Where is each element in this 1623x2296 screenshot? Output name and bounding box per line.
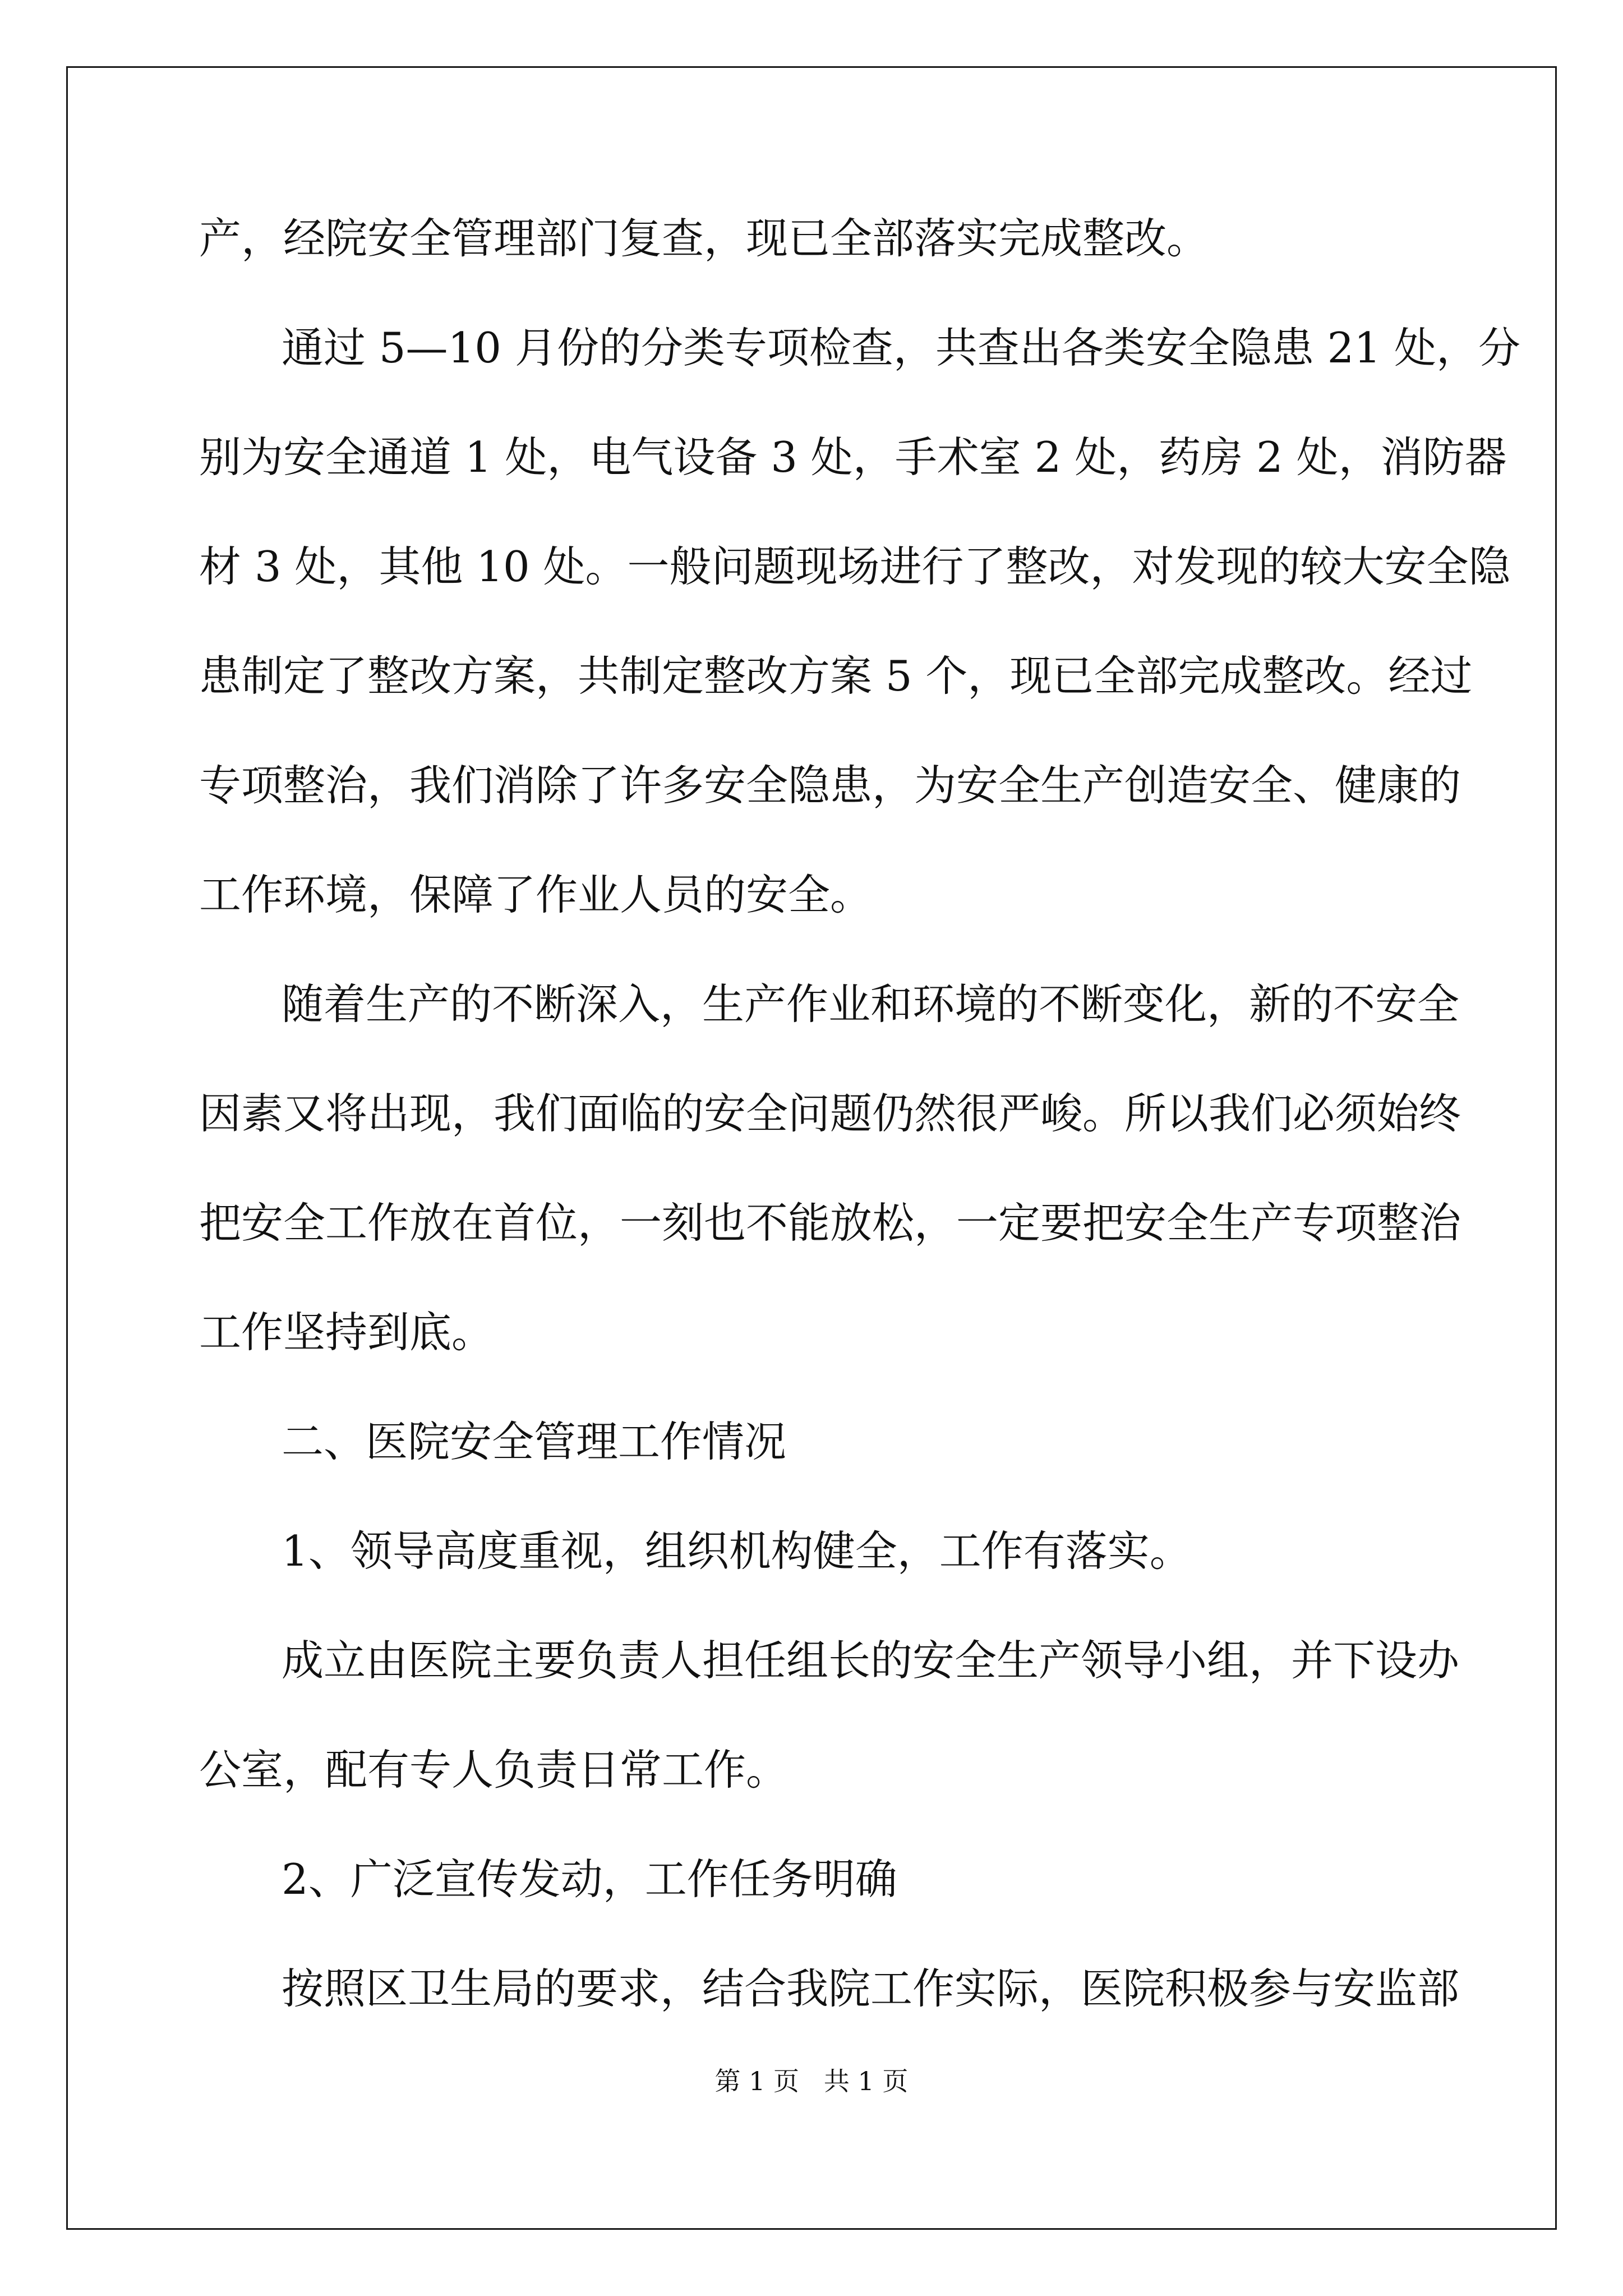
text-line-3: 别为安全通道 1 处，电气设备 3 处，手术室 2 处，药房 2 处，消防器 <box>199 432 1507 482</box>
page-number-footer: 第 1 页 共 1 页 <box>714 2066 909 2096</box>
text-line-14: 成立由医院主要负责人担任组长的安全生产领导小组，并下设办 <box>282 1636 1460 1685</box>
text-line-8: 随着生产的不断深入，生产作业和环境的不断变化，新的不安全 <box>282 979 1460 1029</box>
text-line-11: 工作坚持到底。 <box>199 1308 494 1357</box>
text-line-2: 通过 5—10 月份的分类专项检查，共查出各类安全隐患 21 处，分 <box>282 323 1520 372</box>
text-line-15: 公室，配有专人负责日常工作。 <box>199 1745 789 1795</box>
text-line-7: 工作环境，保障了作业人员的安全。 <box>199 870 873 919</box>
text-line-4: 材 3 处，其他 10 处。一般问题现场进行了整改，对发现的较大安全隐 <box>199 542 1511 591</box>
text-line-5: 患制定了整改方案，共制定整改方案 5 个，现已全部完成整改。经过 <box>199 651 1473 701</box>
section-heading: 二、医院安全管理工作情况 <box>282 1417 787 1466</box>
text-line-1: 产，经院安全管理部门复查，现已全部落实完成整改。 <box>199 214 1209 263</box>
subsection-heading-1: 1、领导高度重视，组织机构健全，工作有落实。 <box>282 1526 1192 1576</box>
text-line-6: 专项整治，我们消除了许多安全隐患，为安全生产创造安全、健康的 <box>199 761 1461 810</box>
text-line-10: 把安全工作放在首位，一刻也不能放松，一定要把安全生产专项整治 <box>199 1198 1461 1248</box>
text-line-17: 按照区卫生局的要求，结合我院工作实际，医院积极参与安监部 <box>282 1964 1460 2013</box>
subsection-heading-2: 2、广泛宣传发动，工作任务明确 <box>282 1855 897 1904</box>
text-line-9: 因素又将出现，我们面临的安全问题仍然很严峻。所以我们必须始终 <box>199 1089 1461 1138</box>
